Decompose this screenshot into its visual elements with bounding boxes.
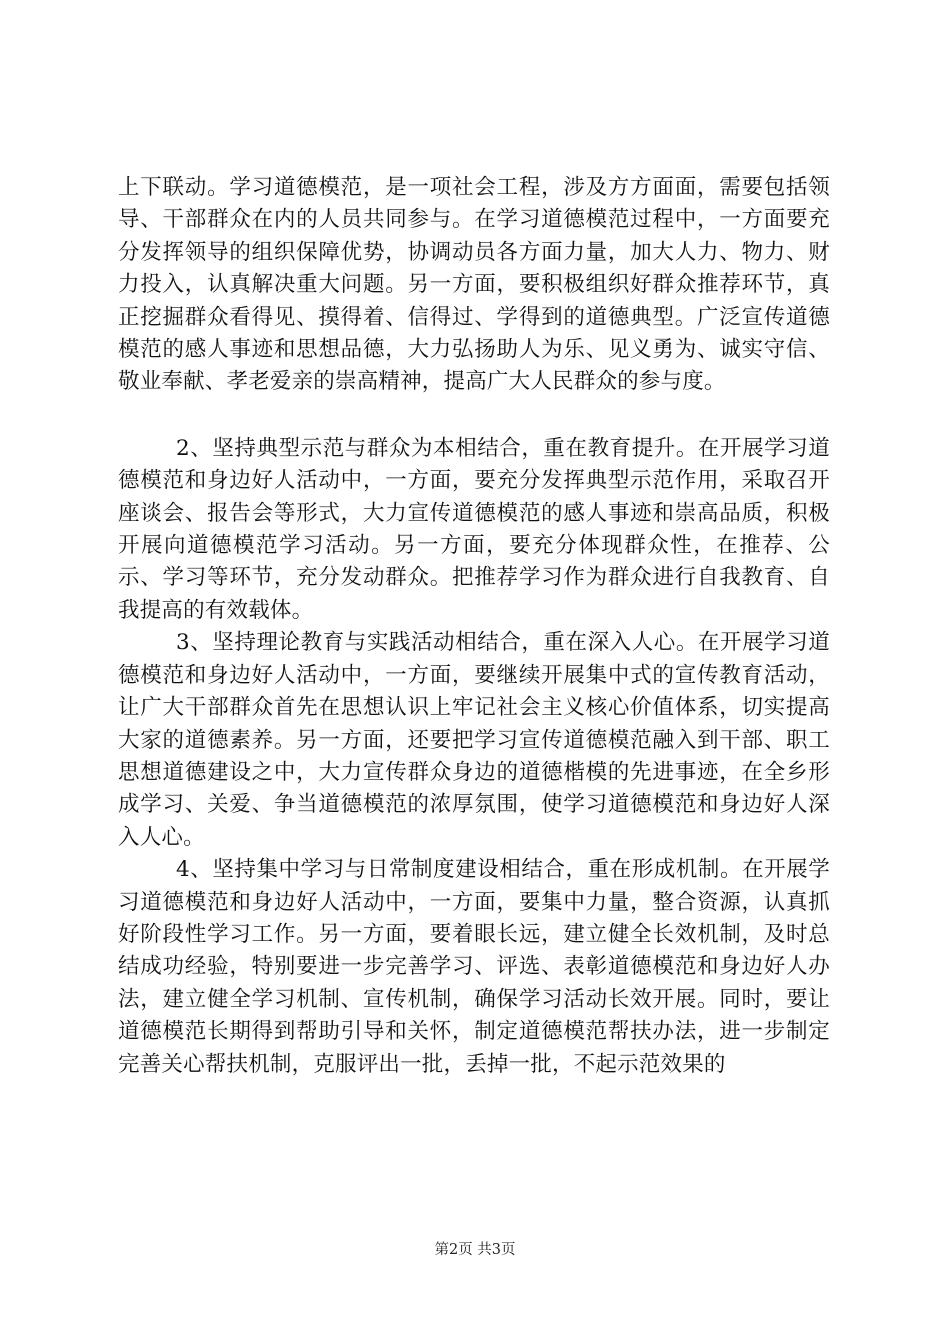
paragraph-4: 4、坚持集中学习与日常制度建设相结合，重在形成机制。在开展学习道德模范和身边好人活动中，一方面，要集中力量，整合资源，认真抓好阶段性学习工作。另一方面，要着眼长远，建立健全长效机制，及时总结成功经验，特别要进一步完善学习、评选、表彰道德模范和身边好人办法，建立健全学习机制、宣传机制，确保学习活动长效开展。同时，要让道德模范长期得到帮助引导和关怀，制定道德模范帮扶办法，进一步制定完善关心帮扶机制，克服评出一批，丢掉一批，不起示范效果的	[118, 857, 830, 1077]
page-number-footer: 第2页 共3页	[434, 1242, 516, 1258]
document-body	[118, 172, 830, 1081]
paragraph-1: 上下联动。学习道德模范，是一项社会工程，涉及方方面面，需要包括领导、干部群众在内的人员共同参与。在学习道德模范过程中，一方面要充分发挥领导的组织保障优势，协调动员各方面力量，加大人力、物力、财力投入，认真解决重大问题。另一方面，要积极组织好群众推荐环节，真正挖掘群众看得见、摸得着、信得过、学得到的道德典型。广泛宣传道德模范的感人事迹和思想品德，大力弘扬助人为乐、见义勇为、诚实守信、敬业奉献、孝老爱亲的崇高精神，提高广大人民群众的参与度。	[118, 175, 830, 395]
paragraph-3: 3、坚持理论教育与实践活动相结合，重在深入人心。在开展学习道德模范和身边好人活动中，一方面，要继续开展集中式的宣传教育活动，让广大干部群众首先在思想认识上牢记社会主义核心价值体系，切实提高大家的道德素养。另一方面，还要把学习宣传道德模范融入到干部、职工思想道德建设之中，大力宣传群众身边的道德楷模的先进事迹，在全乡形成学习、关爱、争当道德模范的浓厚氛围，使学习道德模范和身边好人深入人心。	[118, 630, 830, 850]
paragraph-2: 2、坚持典型示范与群众为本相结合，重在教育提升。在开展学习道德模范和身边好人活动中，一方面，要充分发挥典型示范作用，采取召开座谈会、报告会等形式，大力宣传道德模范的感人事迹和崇高品质，积极开展向道德模范学习活动。另一方面，要充分体现群众性，在推荐、公示、学习等环节，充分发动群众。把推荐学习作为群众进行自我教育、自我提高的有效载体。	[118, 435, 830, 623]
